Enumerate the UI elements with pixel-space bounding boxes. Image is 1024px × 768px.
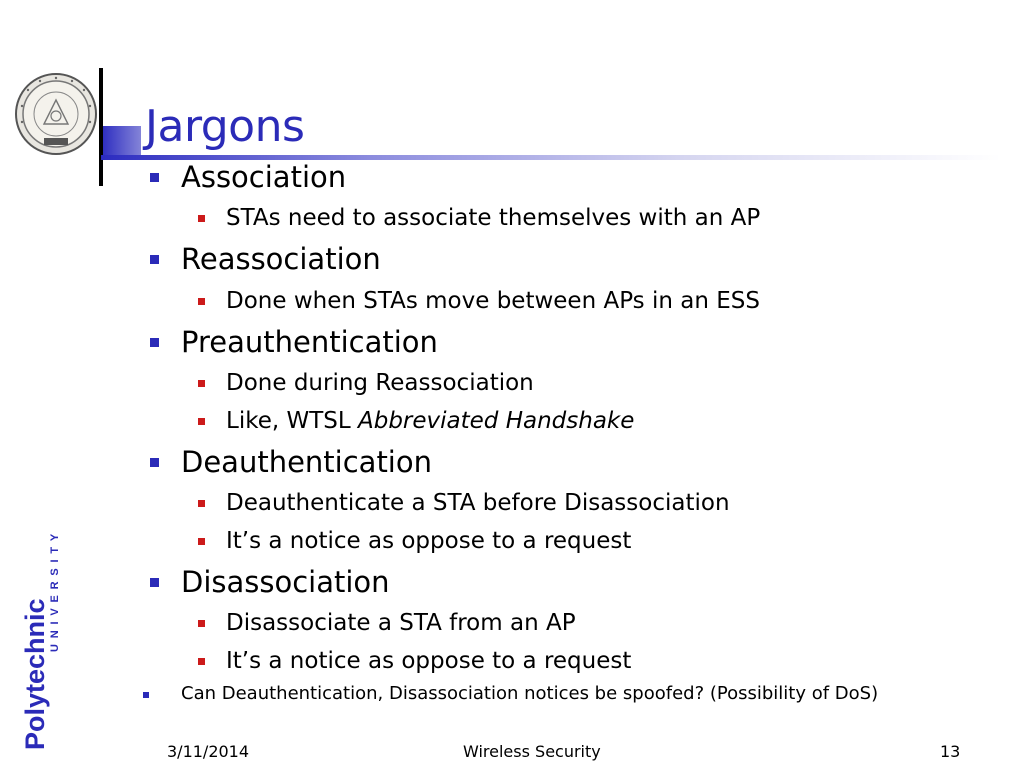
footnote-marker [143, 692, 149, 698]
bullet-marker [150, 578, 159, 587]
title-vertical-rule [99, 68, 103, 186]
bullet-text: Association [181, 160, 347, 194]
sub-bullet-plain: Like, WTSL [226, 408, 358, 434]
sub-bullet-text [226, 407, 634, 435]
sub-bullet-italic: Abbreviated Handshake [358, 408, 635, 434]
sub-bullet-text: Deauthenticate a STA before Disassociation [226, 490, 730, 516]
sub-bullet-text: STAs need to associate themselves with an AP [226, 205, 761, 231]
bullet-marker [150, 173, 159, 182]
footer-date: 3/11/2014 [167, 742, 250, 761]
bullet-text: Deauthentication [181, 445, 432, 479]
bullet-marker [150, 255, 159, 264]
slide-title: Jargons [145, 101, 305, 152]
sub-bullet-text: It’s a notice as oppose to a request [226, 648, 632, 674]
seal-year-plate [44, 138, 68, 145]
sub-bullet-marker [198, 500, 205, 507]
footer-page-number: 13 [940, 742, 961, 761]
footer-title: Wireless Security [463, 742, 601, 761]
title-accent-block [101, 126, 141, 158]
wordmark-main: Polytechnic [20, 598, 50, 750]
sub-bullet-text: Disassociate a STA from an AP [226, 610, 576, 636]
sub-bullet-marker [198, 538, 205, 545]
bullet-text: Disassociation [181, 565, 390, 599]
sub-bullet-marker [198, 215, 205, 222]
sub-bullet-marker [198, 658, 205, 665]
footnote-text: Can Deauthentication, Disassociation notices be spoofed? (Possibility of DoS) [181, 683, 879, 704]
sub-bullet-text: It’s a notice as oppose to a request [226, 528, 632, 554]
sub-bullet-marker [198, 418, 205, 425]
sub-bullet-marker [198, 620, 205, 627]
bullet-marker [150, 338, 159, 347]
bullet-marker [150, 458, 159, 467]
sub-bullet-text: Done during Reassociation [226, 370, 534, 396]
bullet-text: Reassociation [181, 242, 381, 276]
sub-bullet-marker [198, 380, 205, 387]
seal-inner-ring [23, 81, 89, 147]
wordmark-sub: UNIVERSITY [49, 527, 61, 652]
sub-bullet-marker [198, 298, 205, 305]
bullet-text: Preauthentication [181, 325, 438, 359]
sub-bullet-text: Done when STAs move between APs in an ESS [226, 288, 760, 314]
university-seal [14, 72, 98, 156]
